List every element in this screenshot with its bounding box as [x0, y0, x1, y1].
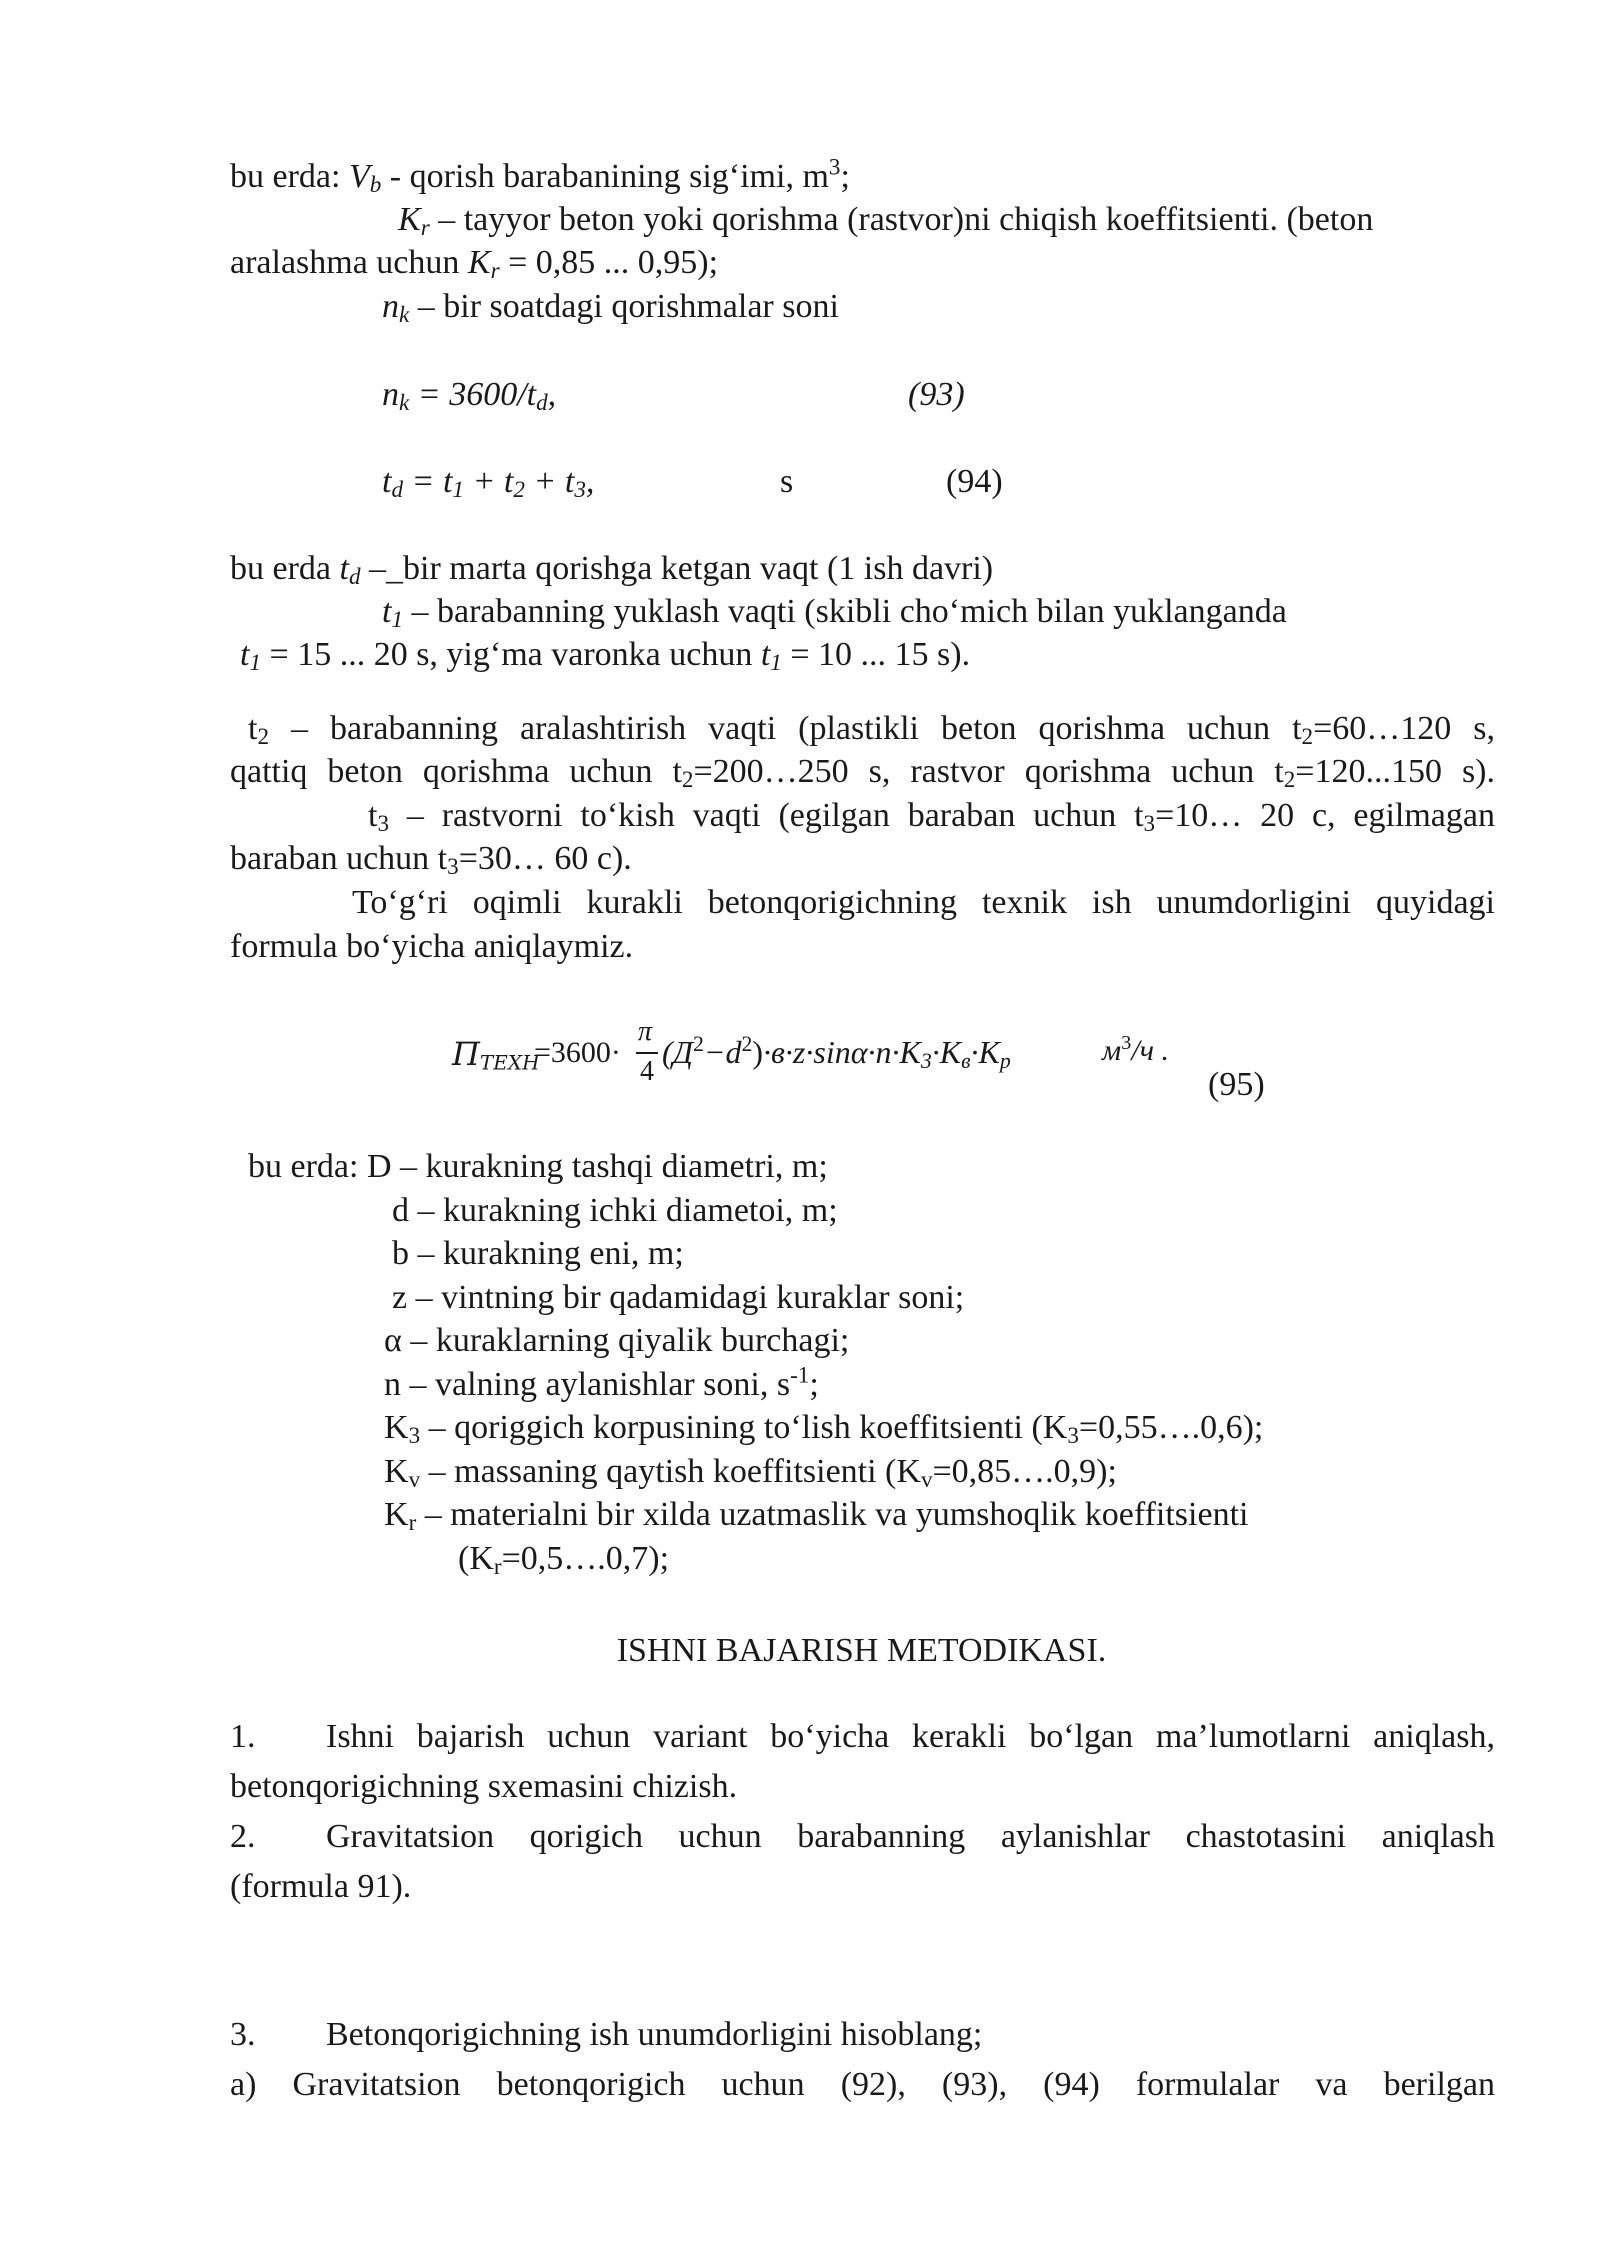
formula-94 [382, 463, 595, 504]
text: = 15 ... 20 s, yig‘ma varonka uchun [261, 636, 761, 673]
subscript: в [961, 1048, 971, 1073]
text: =200…250 s, rastvor qorishma uchun t [693, 753, 1284, 790]
text: =10… 20 c, egilmagan [1155, 797, 1495, 834]
subscript: 3 [1143, 811, 1156, 838]
text: =60…120 s, [1313, 710, 1495, 747]
text: –_bir marta qorishga ketgan vaqt (1 ish davri) [360, 550, 994, 587]
definition-line: d – kurakning ichki diametoi, m; [392, 1192, 838, 1229]
definition-line [458, 1540, 670, 1581]
text: K [384, 1409, 409, 1446]
text: ·K [931, 1034, 962, 1070]
subscript: k [399, 302, 410, 329]
equation-number: (94) [946, 463, 1003, 500]
text: – tayyor beton yoki qorishma (rastvor)ni chiqish koeffitsienti. (beton [429, 201, 1374, 238]
subscript: 2 [513, 477, 525, 504]
subscript: 2 [1301, 724, 1314, 751]
text: , [547, 376, 557, 413]
subscript: 1 [770, 650, 782, 677]
text: ; [809, 1366, 819, 1403]
text: =120...150 s). [1295, 753, 1495, 790]
symbol: t [240, 636, 250, 673]
formula-unit [1102, 1031, 1170, 1067]
symbol: t [339, 550, 349, 587]
unit-label: s [780, 463, 794, 500]
text: = 10 ... 15 s). [781, 636, 971, 673]
step-text: (formula 91). [230, 1868, 412, 1905]
step-number: 3. [230, 2016, 256, 2053]
text: t [248, 710, 258, 747]
subscript: r [493, 1554, 502, 1581]
subscript: 1 [391, 607, 404, 634]
text: K [384, 1496, 409, 1533]
symbol: t [382, 463, 392, 500]
definition-line: bu erda: D – kurakning tashqi diametri, m; [248, 1148, 828, 1185]
text: K [384, 1453, 409, 1490]
symbol: K [398, 201, 421, 238]
text: м [1102, 1034, 1122, 1067]
superscript: 3 [1121, 1031, 1132, 1054]
text: bu erda [230, 550, 340, 587]
subscript: ТЕХН [479, 1050, 540, 1075]
text-line [368, 797, 1495, 838]
text-line [240, 636, 971, 677]
text: + t [463, 463, 514, 500]
definition-line [384, 1362, 819, 1403]
text: – qoriggich korpusining to‘lish koeffitsienti (K [420, 1409, 1068, 1446]
symbol: n [382, 376, 399, 413]
text: – materialni bir xilda uzatmaslik va yumshoqlik koeffitsienti [416, 1496, 1249, 1533]
text: =0,5….0,7); [501, 1540, 670, 1577]
text: – bir soatdagi qorishmalar soni [409, 288, 839, 325]
definition-line: α – kuraklarning qiyalik burchagi; [384, 1322, 850, 1359]
definition-line [384, 1409, 1264, 1450]
text-line [248, 710, 1495, 751]
text: , [585, 463, 595, 500]
superscript: 2 [693, 1032, 704, 1057]
subscript: 3 [377, 811, 390, 838]
subscript: r [490, 258, 500, 285]
formula-95 [452, 1010, 1192, 1120]
subscript: v [408, 1467, 421, 1494]
equation-number: (93) [908, 376, 965, 413]
step-text: Gravitatsion qorigich uchun barabanning aylanishlar chastotasini aniqlash [326, 1818, 1495, 1855]
text-line [398, 201, 1374, 242]
text: qattiq beton qorishma uchun t [230, 753, 682, 790]
definition-line [384, 1496, 1249, 1537]
text-line [230, 550, 994, 591]
text: – barabanning aralashtirish vaqti (plastikli beton qorishma uchun t [269, 710, 1302, 747]
text: (K [458, 1540, 494, 1577]
text-line [230, 154, 850, 199]
step-text: Betonqorigichning ish unumdorligini hisoblang; [326, 2016, 983, 2053]
text-line [230, 753, 1495, 794]
text: - qorish barabanining sig‘imi, m [381, 158, 829, 195]
superscript: 2 [741, 1032, 753, 1057]
symbol: K [467, 244, 491, 281]
subscript: b [369, 172, 382, 199]
text: =0,85….0,9); [932, 1453, 1117, 1490]
formula-text: =3600· [534, 1036, 621, 1069]
step-text: Ishni bajarish uchun variant bo‘yicha kerakli bo‘lgan ma’lumotlarni aniqlash, [326, 1718, 1495, 1755]
subscript: 2 [681, 767, 694, 794]
subscript: r [408, 1510, 417, 1537]
subscript: d [536, 390, 548, 417]
subscript: 3 [920, 1048, 932, 1073]
text-line [230, 244, 719, 285]
formula-lhs [452, 1035, 540, 1075]
text: baraban uchun t [230, 840, 448, 877]
text: t [368, 797, 378, 834]
fraction-denominator: 4 [640, 1056, 654, 1087]
text: = 0,85 ... 0,95); [499, 244, 719, 281]
text: /ч . [1131, 1034, 1170, 1067]
text: =30… 60 c). [458, 840, 632, 877]
formula-93 [382, 376, 557, 417]
text: + t [524, 463, 575, 500]
superscript: 3 [828, 154, 841, 181]
symbol: t [760, 636, 771, 673]
subscript: 3 [408, 1423, 421, 1450]
section-heading: ISHNI BAJARISH METODIKASI. [616, 1632, 1107, 1669]
superscript: -1 [790, 1362, 810, 1389]
formula-text [662, 1032, 1011, 1073]
paragraph-line: To‘g‘ri oqimli kurakli betonqorigichning texnik ish unumdorligini quyidagi [352, 884, 1495, 921]
fraction-bar [636, 1052, 658, 1054]
text: – rastvorni to‘kish vaqti (egilgan baraban uchun t [389, 797, 1144, 834]
text: = 3600/t [409, 376, 537, 413]
subscript: k [399, 390, 410, 417]
subscript: 1 [452, 477, 464, 504]
text: ·в·z·sinα·n·K [763, 1034, 921, 1070]
text: bu erda: [230, 158, 349, 195]
step-text: betonqorigichning sxemasini chizish. [230, 1768, 738, 1805]
text: aralashma uchun [230, 244, 468, 281]
subscript: r [420, 215, 430, 242]
subscript: 2 [1283, 767, 1296, 794]
subscript: 3 [447, 854, 459, 881]
text-line [230, 840, 632, 881]
step-number: 1. [230, 1718, 256, 1755]
equation-number: (95) [1208, 1066, 1265, 1103]
text: =0,55….0,6); [1078, 1409, 1264, 1446]
symbol: t [382, 593, 392, 630]
definition-line [384, 1453, 1117, 1494]
fraction-numerator: π [638, 1016, 653, 1047]
subscript: d [391, 477, 404, 504]
subscript: 2 [257, 724, 270, 751]
text: −d [703, 1034, 742, 1070]
symbol: V [348, 158, 370, 195]
paragraph-line: formula bo‘yicha aniqlaymiz. [230, 928, 634, 965]
symbol: П [452, 1035, 480, 1073]
subscript: v [920, 1467, 933, 1494]
subscript: 3 [1067, 1423, 1079, 1450]
text: – barabanning yuklash vaqti (skibli cho‘mich bilan yuklanganda [403, 593, 1287, 630]
step-text: a) Gravitatsion betonqorigich uchun (92), (93), (94) formulalar va berilgan [230, 2066, 1495, 2103]
text-line [382, 593, 1287, 634]
text: ·K [970, 1034, 1000, 1070]
subscript: 3 [574, 477, 586, 504]
definition-line: b – kurakning eni, m; [392, 1235, 684, 1272]
text: n – valning aylanishlar soni, s [384, 1366, 791, 1403]
subscript: d [348, 564, 361, 591]
subscript: 1 [249, 650, 262, 677]
text: ) [752, 1034, 764, 1070]
symbol: n [382, 288, 399, 325]
subscript: р [999, 1048, 1011, 1073]
text: – massaning qaytish koeffitsienti (K [420, 1453, 921, 1490]
text: ; [840, 158, 850, 195]
text: (Д [662, 1034, 694, 1070]
text-line [382, 288, 839, 329]
step-number: 2. [230, 1818, 256, 1855]
text: = t [403, 463, 453, 500]
definition-line: z – vintning bir qadamidagi kuraklar soni; [392, 1279, 965, 1316]
